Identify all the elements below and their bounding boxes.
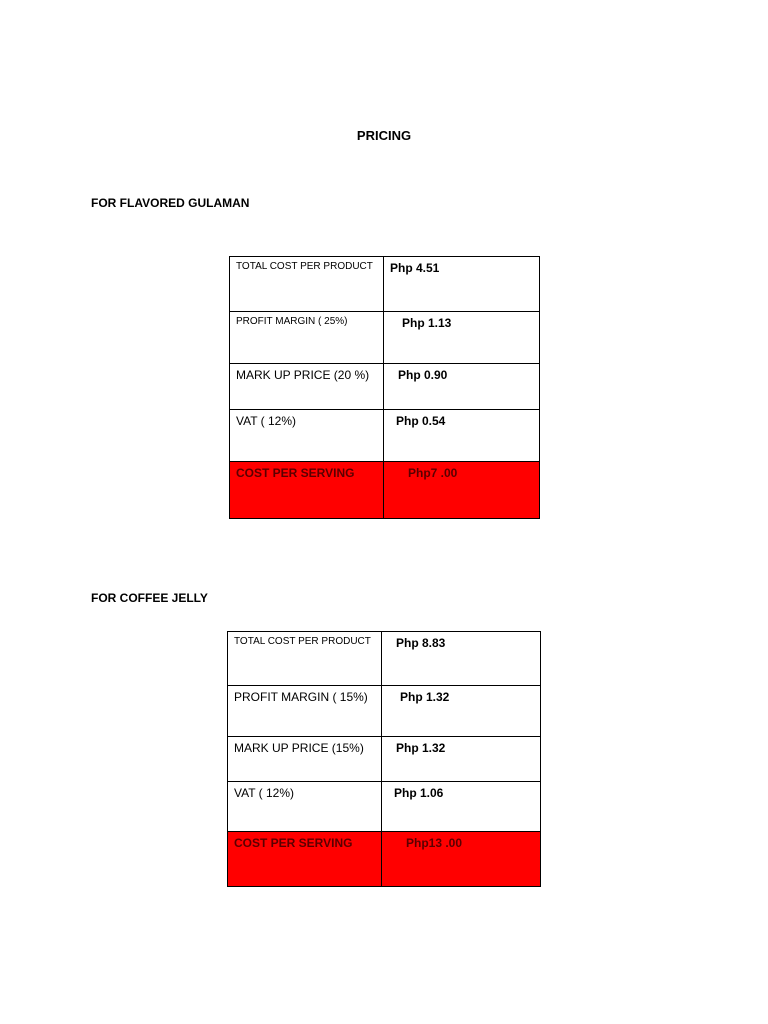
row-value: Php 8.83: [382, 632, 541, 686]
row-label: VAT ( 12%): [230, 410, 384, 462]
row-value: Php 4.51: [384, 257, 540, 312]
row-value: Php 0.54: [384, 410, 540, 462]
row-value: Php7 .00: [384, 462, 540, 519]
table-row: [230, 410, 540, 462]
row-value: Php 1.32: [382, 686, 541, 737]
section-heading-flavored-gulaman: FOR FLAVORED GULAMAN: [91, 196, 250, 210]
table-row: [230, 312, 540, 364]
row-value: Php 1.06: [382, 782, 541, 832]
row-label: TOTAL COST PER PRODUCT: [228, 632, 382, 686]
table-row: [230, 364, 540, 410]
section-heading-coffee-jelly: FOR COFFEE JELLY: [91, 591, 208, 605]
row-label: PROFIT MARGIN ( 25%): [230, 312, 384, 364]
row-value: Php 1.13: [384, 312, 540, 364]
row-label: VAT ( 12%): [228, 782, 382, 832]
pricing-table-coffee-jelly: [227, 631, 541, 887]
table-row-total: [228, 832, 541, 887]
row-label: MARK UP PRICE (20 %): [230, 364, 384, 410]
table-row: [230, 257, 540, 312]
table-row: [228, 782, 541, 832]
table-row: [228, 737, 541, 782]
row-label: MARK UP PRICE (15%): [228, 737, 382, 782]
row-label: COST PER SERVING: [228, 832, 382, 887]
table-row: [228, 686, 541, 737]
row-value: Php13 .00: [382, 832, 541, 887]
row-label: TOTAL COST PER PRODUCT: [230, 257, 384, 312]
pricing-table-flavored-gulaman: [229, 256, 540, 519]
table-row: [228, 632, 541, 686]
row-value: Php 0.90: [384, 364, 540, 410]
row-label: COST PER SERVING: [230, 462, 384, 519]
table-row-total: [230, 462, 540, 519]
row-value: Php 1.32: [382, 737, 541, 782]
page-title: PRICING: [356, 128, 412, 143]
row-label: PROFIT MARGIN ( 15%): [228, 686, 382, 737]
